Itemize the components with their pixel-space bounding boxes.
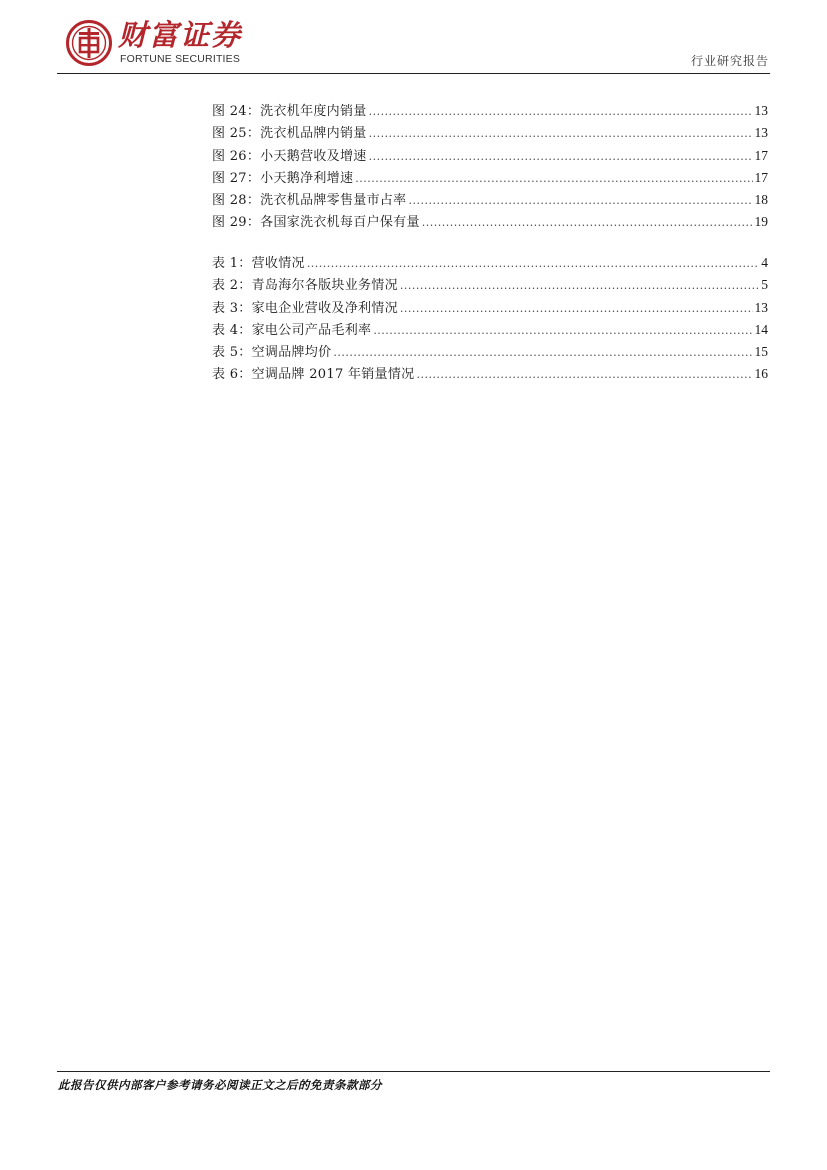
brand-name-cn: 财富证券 <box>118 18 243 52</box>
figure-list <box>212 100 768 234</box>
table-list <box>212 252 768 386</box>
toc-entry[interactable] <box>212 211 768 233</box>
toc-page-number: 17 <box>754 147 768 163</box>
toc-entry[interactable] <box>212 122 768 144</box>
leader-dots <box>400 279 759 292</box>
toc-label: 表 2：青岛海尔各版块业务情况 <box>212 278 398 294</box>
toc-page-number: 17 <box>754 169 768 185</box>
toc-entry[interactable] <box>212 297 768 319</box>
toc-label: 表 5：空调品牌均价 <box>212 345 332 361</box>
report-type: 行业研究报告 <box>690 54 769 68</box>
header-divider <box>57 73 770 74</box>
toc-label: 图 28：洗衣机品牌零售量市占率 <box>212 193 407 209</box>
fortune-securities-logo-icon <box>66 20 112 66</box>
leader-dots <box>408 194 752 207</box>
footer-disclaimer: 此报告仅供内部客户参考请务必阅读正文之后的免责条款部分 <box>58 1078 382 1092</box>
toc-label: 图 25：洗衣机品牌内销量 <box>212 126 367 142</box>
toc-page-number: 15 <box>754 344 768 360</box>
toc-entry[interactable] <box>212 189 768 211</box>
toc-page-number: 19 <box>754 214 768 230</box>
toc-label: 表 6：空调品牌 2017 年销量情况 <box>212 367 415 383</box>
leader-dots <box>369 150 753 163</box>
leader-dots <box>355 172 752 185</box>
leader-dots <box>422 216 753 229</box>
brand-name-en: FORTUNE SECURITIES <box>120 53 241 65</box>
toc-page-number: 13 <box>754 125 768 141</box>
toc-page-number: 4 <box>761 255 768 270</box>
leader-dots <box>333 346 752 359</box>
toc-page-number: 16 <box>754 366 768 382</box>
toc-entry[interactable] <box>212 363 768 385</box>
leader-dots <box>369 127 753 140</box>
toc-label: 表 4：家电公司产品毛利率 <box>212 322 372 338</box>
toc-page-number: 13 <box>754 299 768 315</box>
leader-dots <box>373 324 752 337</box>
toc-page-number: 13 <box>754 103 768 118</box>
toc-page-number: 5 <box>761 277 768 293</box>
toc-label: 表 3：家电企业营收及净利情况 <box>212 300 398 316</box>
toc-label: 图 29：各国家洗衣机每百户保有量 <box>212 215 420 231</box>
toc-label: 图 26：小天鹅营收及增速 <box>212 148 367 164</box>
toc-label: 图 27：小天鹅净利增速 <box>212 170 354 186</box>
toc-entry[interactable] <box>212 341 768 363</box>
toc-entry[interactable] <box>212 145 768 167</box>
leader-dots <box>416 368 752 381</box>
toc-label: 表 1：营收情况 <box>212 256 305 271</box>
toc-entry[interactable] <box>212 167 768 189</box>
toc-label: 图 24：洗衣机年度内销量 <box>212 104 367 119</box>
leader-dots <box>369 105 753 118</box>
leader-dots <box>400 302 753 315</box>
toc-entry[interactable] <box>212 319 768 341</box>
toc-page-number: 18 <box>754 192 768 208</box>
page-header <box>0 0 827 80</box>
toc-page-number: 14 <box>754 321 768 337</box>
footer-divider <box>57 1071 770 1072</box>
toc-entry[interactable] <box>212 252 768 274</box>
toc-entry[interactable] <box>212 274 768 296</box>
leader-dots <box>307 257 759 270</box>
toc-entry[interactable] <box>212 100 768 122</box>
